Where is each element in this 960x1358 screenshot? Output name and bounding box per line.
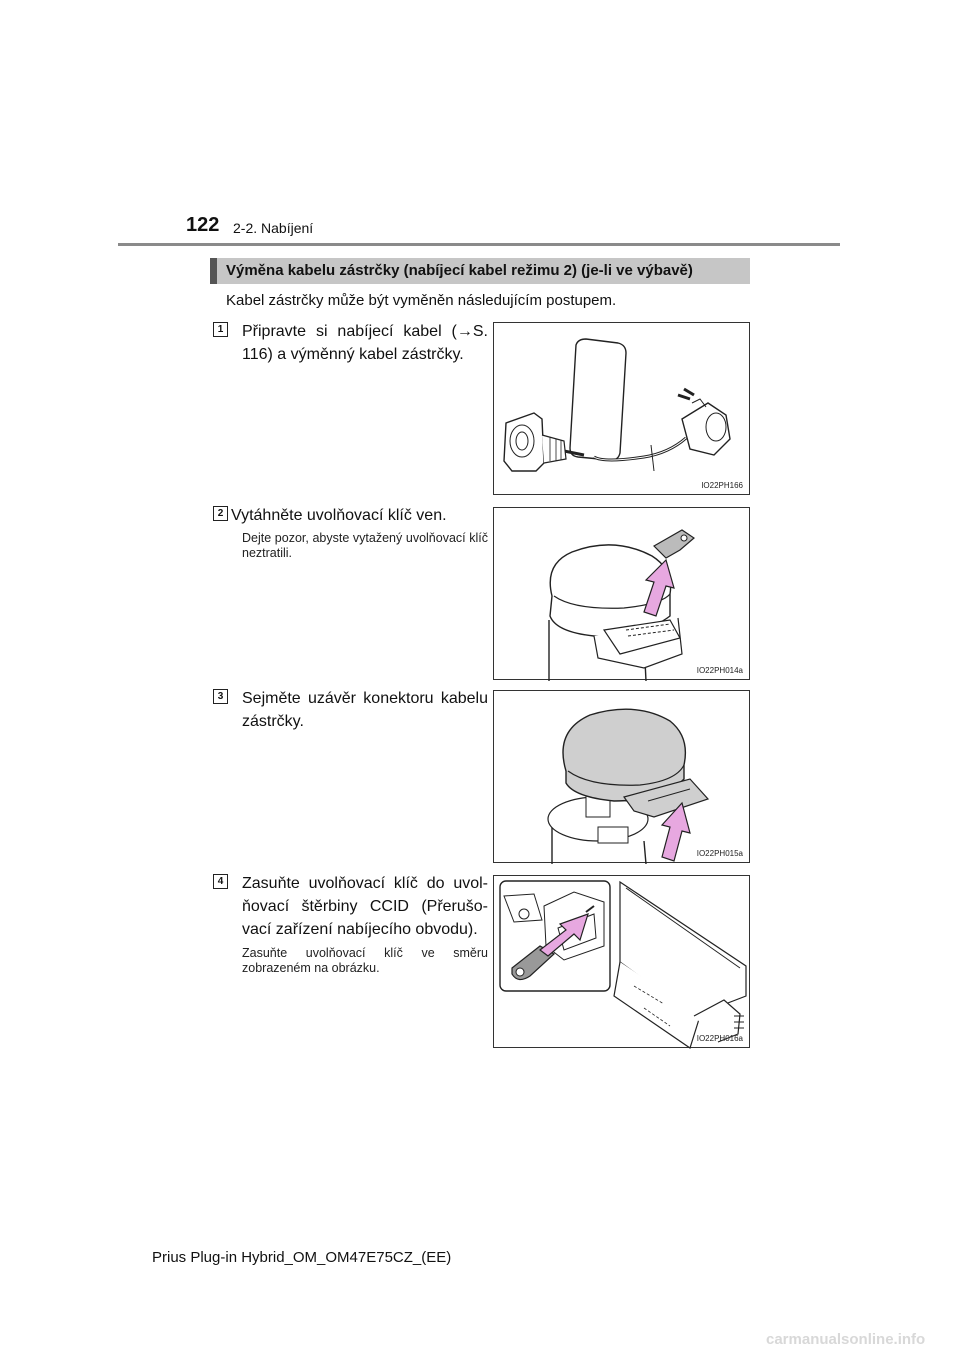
figure-remove-connector-cap bbox=[493, 690, 750, 863]
illustration-connector-cap bbox=[494, 691, 751, 864]
illustration-release-key bbox=[494, 508, 751, 681]
section-heading-bar bbox=[210, 258, 750, 284]
illustration-cables bbox=[494, 323, 751, 496]
step-number-4: 4 bbox=[213, 874, 228, 889]
step-text-1: Připravte si nabíjecí kabel (→S. 116) a výměnný kabel zástrčky. bbox=[242, 323, 488, 363]
figure-insert-release-key bbox=[493, 875, 750, 1048]
step-number-3: 3 bbox=[213, 689, 228, 704]
figure-code-4: IO22PH016a bbox=[696, 1034, 743, 1043]
watermark: carmanualsonline.info bbox=[766, 1331, 926, 1348]
step-number-1: 1 bbox=[213, 322, 228, 337]
header-rule bbox=[118, 243, 840, 246]
illustration-insert-key bbox=[494, 876, 751, 1049]
step-number-2: 2 bbox=[213, 506, 228, 521]
step-text-3: Sejměte uzávěr konektoru kabelu zástrčky. bbox=[242, 690, 488, 730]
figure-pull-out-release-key bbox=[493, 507, 750, 680]
page-number: 122 bbox=[186, 214, 220, 236]
figure-code-1: IO22PH166 bbox=[701, 481, 743, 490]
footer-manual-id: Prius Plug-in Hybrid_OM_OM47E75CZ_(EE) bbox=[152, 1249, 452, 1266]
section-title: Výměna kabelu zástrčky (nabíjecí kabel režimu 2) (je-li ve výbavě) bbox=[226, 262, 693, 279]
step-note-2: Dejte pozor, abyste vytažený uvolňovací klíč neztratili. bbox=[242, 531, 488, 560]
figure-code-3: IO22PH015a bbox=[696, 849, 743, 858]
chapter-title: 2-2. Nabíjení bbox=[233, 220, 314, 236]
heading-accent bbox=[210, 258, 217, 284]
step-note-4: Zasuňte uvolňovací klíč ve směru zobrazeném na obrázku. bbox=[242, 946, 488, 975]
section-intro: Kabel zástrčky může být vyměněn následujícím postupem. bbox=[226, 292, 617, 309]
step-text-2: Vytáhněte uvolňovací klíč ven. bbox=[231, 507, 447, 524]
step-text-4: Zasuňte uvolňovací klíč do uvolňovací štěrbiny CCID (Přerušovací zařízení nabíjecího obvodu). bbox=[242, 875, 488, 938]
figure-code-2: IO22PH014a bbox=[696, 666, 743, 675]
figure-charging-cable-and-plug-cable bbox=[493, 322, 750, 495]
